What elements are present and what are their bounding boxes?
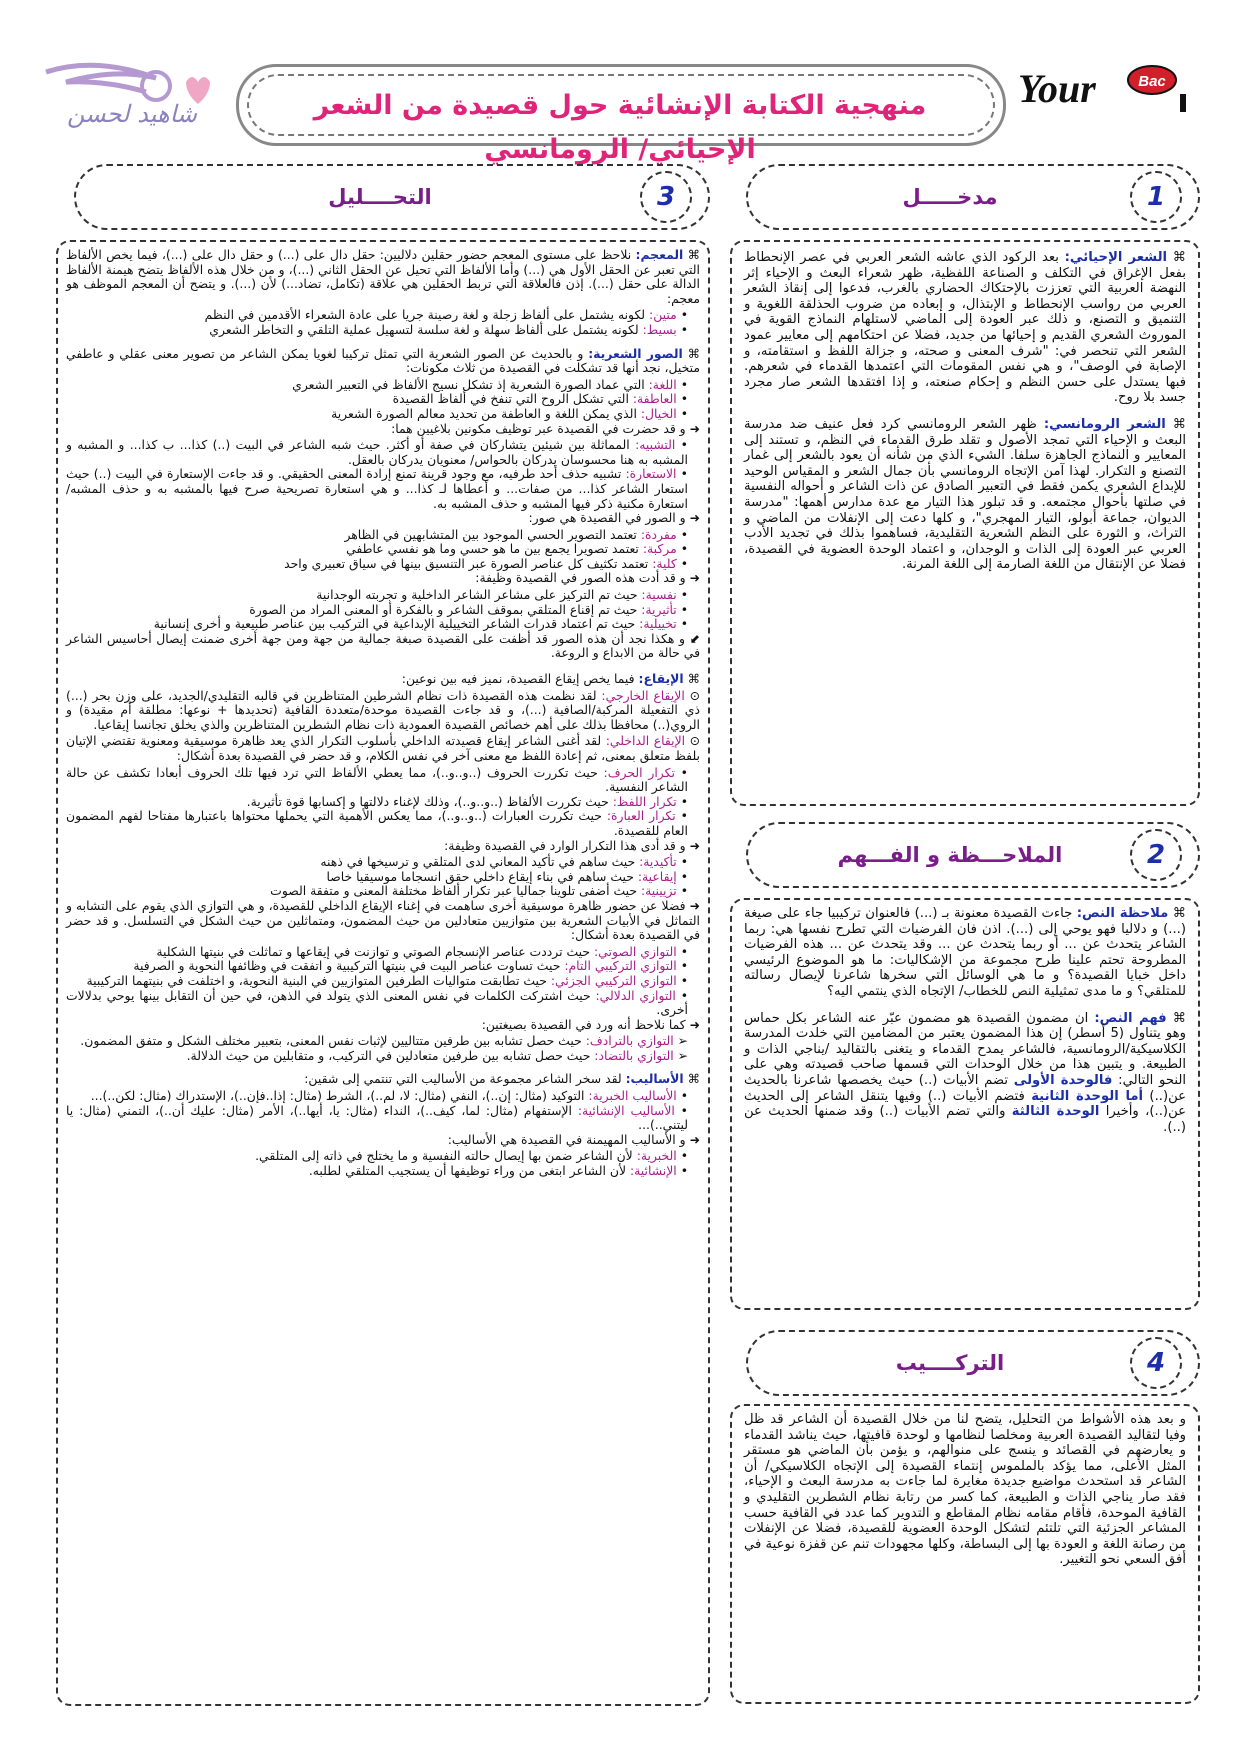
rhetoric-value: تشبيه حذف أحد طرفيه، مع وجود قرينة تمنع إرادة المعنى الحقيقي. و قد جاءت الإستعارة في البيت (..) حيث استعار الشاعر كذا... من صفات... و أعطاها لـ كذا... و هي استعارة تصريحية صرح فيها بالمشبه به و حذف المشبه/ استعارة مكنية ذكر فيها المشبه و حذف المشبه به.: [66, 466, 688, 511]
external-rhythm: ⊙ الإيقاع الخارجي: لقد نظمت هذه القصيدة ذات نظام الشرطين المتناظرين في قالبه التقليدي/الجديد، على وزن بحر (...) ذي التفعيلة المركبة/الصافية (...)، و قد جاءت القصيدة موحدة/متعددة القافية (تحديدها + نوعها: مطلقة أم مقيدة) و الروي(..) محافظا بذلك على أهم خصائص القصيدة العمودية ذات نظام الشطرين المتناظرين والذي يخلق تجانسا إيقاعيا.: [66, 687, 700, 732]
dominant-style-value: لأن الشاعر ابتغى من وراء توظيفها أن يستجيب المتلقي لطلبه.: [308, 1163, 630, 1179]
repetition-function-key: تزيينية:: [640, 883, 677, 899]
logo-bac-text: Bac: [1138, 73, 1166, 90]
term-external-rhythm: الإيقاع الخارجي:: [601, 687, 685, 703]
parallelism-value: حيث تساوت عناصر البيت في بنيتها التركيبية و اتفقت في وظائفها النحوية و الصرفية: [133, 958, 565, 974]
images-component: • الخيال: الذي يمكن اللغة و العاطفة من تحديد معالم الصورة الشعرية: [331, 405, 688, 421]
page-title: منهجية الكتابة الإنشائية حول قصيدة من الشعر الإحيائي/ الرومانسي: [313, 90, 927, 165]
images-note-2-text: و الصور في القصيدة هي صور:: [528, 510, 686, 526]
observation-p2a: ان مضمون القصيدة هو مضمون عبّر عنه الشاعر بكل حماس وهو يتناول (5 أسطر) إن هذا المضمون يعتبر من المضامين التي خلدت المدرسة الكلاسيكية/الرومانسية، فالشاعر يمدح القدماء و يتغنى بالتقاليد /يناجي الذات و الطبيعة. و يتبين هذا من خلال الوحدات التي قسمها صاحب قصيدته وهي على النحو التالي:: [744, 1010, 1187, 1088]
style-item: • الأساليب الإنشائية: الإستفهام (مثال: لما، كيف..)، النداء (مثال: يا، أيها..)، الأمر (مثال: عليك أن..)، التمني (مثال: يا ليتني..)...: [66, 1102, 688, 1133]
section-1-number: 1: [1130, 171, 1182, 223]
dominant-style-value: لأن الشاعر ضمن بها إيصال حالته النفسية و ما يختلج في ذاته إلى المتلقي.: [255, 1148, 637, 1164]
intro-p2: ⌘ الشعر الرومانسي: ظهر الشعر الرومانسي كرد فعل عنيف ضد مدرسة البعث و الإحياء التي تمجد الأصول و تقلد طرق القدماء في النظم، و تستند إلى المعايير و النماذج الجاهزة سلفا. الشيء الذي من شأنه أن يعود بالشعر إلى غمار التصنع و التكرار. لهذا آمن الإتجاه الرومانسي بأن جمال الشعر و المقياس الوحيد للإبداع الشعري يكمن فقط في التعبير الصادق عن ذات الشاعر و أحواله النفسية في صلتها بأحوال مجتمعه. و قد تبلور هذا التيار مع عدة مدارس أهمها: "مدرسة الديوان، جماعة أبولو، التيار المهجري"، و كلها دعت إلى الإنفلات من الماضي و التراث، و الثورة على النظم الشعرية التقليدية، فساهموا بذلك في تجديد الأدب العربي عبر العودة إلى الذات و الوجدان، و اعتماد الوحدة العضوية في القصيدة، فضلا عن الإنتقال من اللغة الصارمة إلى اللغة المرنة.: [744, 416, 1186, 573]
image-function-key: نفسية:: [641, 587, 677, 603]
repetition-value: حيث تكررت العبارات (..و..و..)، مما يعكس الأهمية التي يحملها محتواها باعتبارها مفتاحا لفهم المضمون العام للقصيدة.: [66, 808, 688, 838]
repetition-value: حيث تكررت الحروف (..و..و..)، مما يعطي الألفاظ التي ترد فيها تلك الحروف أبعادا تكشف عن حالة الشاعر النفسية.: [66, 764, 688, 795]
image-type-key: مركبة:: [642, 541, 677, 557]
rhetoric-key: التشبيه:: [635, 437, 676, 453]
style-item: • الأساليب الخبرية: التوكيد (مثال: إن..)، النفي (مثال: لا، لم..)، الشرط (مثال: إذا..فإن..)، الإستدراك (مثال: لكن..)...: [90, 1088, 688, 1104]
repetition-function-value: حيث ساهم في بناء إيقاع داخلي حقق انسجاما موسيقيا خاصا: [326, 868, 638, 884]
images-note-3-text: و قد أدت هذه الصور في القصيدة وظيفة:: [475, 570, 686, 586]
parallelism-value: حيث اشتركت الكلمات في نفس المعنى الذي يتولد في الذهن، في حين أن التقابل بينها يوحي بدلالات أخرى.: [66, 987, 688, 1018]
section-1-title: مدخـــــل: [902, 185, 998, 209]
logo-pen-icon: [1180, 94, 1186, 112]
style-value: التوكيد (مثال: إن..)، النفي (مثال: لا، لم..)، الشرط (مثال: إذا..فإن..)، الإستدراك (مثال: لكن..)...: [90, 1088, 589, 1104]
parallelism-form-value: حيث حصل تشابه بين طرفين متعادلين في التركيب، و متقابلين من حيث الدلالة.: [186, 1047, 595, 1063]
section-4-number: 4: [1130, 1337, 1182, 1389]
analysis-text: [66, 248, 700, 1698]
images-component: • اللغة: التي عماد الصورة الشعرية إذ تشكل نسيج الألفاظ في التعبير الشعري: [292, 376, 688, 392]
intro-p1-text: بعد الركود الذي عاشه الشعر العربي في عصر الإنحطاط بفعل الإغراق في التكلف و الصناعة اللفظية، ظهر شعراء البعث و الإحياء إثر النهضة العربية التي تعززت بالإحتكاك الحضاري بالغرب، فدعوا إلى إنقاذ الشعر العربي من رواسب الإنحطاط و الإبتذال، و إبعاده من ضروب الحذلقة اللغوية و التنميق و التصنع، و ذلك عبر العودة إلى الماضي لاستلهام النماذج القوية في الموروث الشعري القديم و إحيائها من جديد، فضلا عن احتكامهم إلى معايير عمود الشعر التي تنحصر في: "شرف المعنى و صحته، و جزالة اللفظ و استقامته، و الإصابة في الوصف"، و هي نفس المقومات التي اعتمدها القدماء في شعرهم. فبها يستدل على حسن النظم و إحكام صنعته، و إذا افتقدها الشعر صار مجرد جسد بلا روح.: [744, 250, 1186, 406]
lexicon-item-key: متين:: [649, 307, 677, 323]
parallelism-note: ➜ كما نلاحظ أنه ورد في القصيدة بصيغتين:: [481, 1016, 700, 1032]
parallelism-note-text: كما نلاحظ أنه ورد في القصيدة بصيغتين:: [481, 1016, 686, 1032]
repetition-key: تكرار العبارة:: [606, 808, 676, 824]
image-function-value: حيث تم إقناع المتلقي بموقف الشاعر و بالفكرة أو المعنى المراد من الصورة: [249, 601, 642, 617]
section-4-title: التركــــيب: [895, 1351, 1005, 1375]
term-internal-rhythm: الإيقاع الداخلي:: [605, 733, 686, 749]
logo-your-text: Your: [1018, 66, 1096, 111]
image-type: • مركبة: تعتمد تصويرا يجمع بين ما هو حسي وما هو نفسي عاطفي: [346, 541, 688, 557]
page-header: [0, 0, 1240, 165]
image-function-value: حيث تم اعتماد قدرات الشاعر التخييلية الإبداعية في التركيب بين عناصر طبيعية و أخرى إنسانية: [153, 616, 640, 632]
image-type: • كلية: تعتمد تكثيف كل عناصر الصورة عبر التنسيق بينها في سياق تعبيري واحد: [284, 555, 688, 571]
images-note-3: ➜ و قد أدت هذه الصور في القصيدة وظيفة:: [475, 570, 700, 586]
section-2-title: الملاحـــظة و الفـــهم: [837, 843, 1063, 867]
image-type-key: مفردة:: [640, 526, 677, 542]
component-value: التي عماد الصورة الشعرية إذ تشكل نسيج الألفاظ في التعبير الشعري: [292, 376, 649, 392]
lexicon-item: • متين: لكونه يشتمل على ألفاظ زجلة و لغة رصينة جريا على عادة الشعراء الأقدمين في النظم: [204, 307, 688, 323]
term-observation: ملاحظة النص:: [1076, 906, 1169, 921]
term-romantic: الشعر الرومانسي:: [1043, 416, 1166, 432]
image-function: • تخييلية: حيث تم اعتماد قدرات الشاعر التخييلية الإبداعية في التركيب بين عناصر طبيعية و أخرى إنسانية: [153, 616, 688, 632]
images-conclusion: ⬋ و هكذا نجد أن هذه الصور قد أظفت على القصيدة صبغة جمالية من جهة ومن جهة أخرى ضمنت إيصال أحاسيس الشاعر في حالة من الابداع و الروعة.: [66, 630, 700, 661]
term-ihyai: الشعر الإحيائي:: [1064, 250, 1168, 265]
style-value: الإستفهام (مثال: لما، كيف..)، النداء (مثال: يا، أيها..)، الأمر (مثال: عليك أن..)، التمني (مثال: يا ليتني..)...: [66, 1102, 688, 1133]
lexicon-item-key: بسيط:: [642, 321, 677, 337]
repetition-function-value: حيث أضفى تلوينا جماليا عبر تكرار ألفاظ مختلفة المعنى و متفقة الصوت: [270, 883, 641, 899]
rhetoric-value: المماثلة بين شيئين يتشاركان في صفة أو أكثر. حيث شبه الشاعر في البيت (..) كذا... ب كذا... و المشبه و المشبه به هنا محسوسان يدركان بالحواس/ معنويان يدركان بالعقل.: [66, 437, 688, 467]
rhetoric-item: • التشبيه: المماثلة بين شيئين يتشاركان في صفة أو أكثر. حيث شبه الشاعر في البيت (..) كذا... ب كذا... و المشبه و المشبه به هنا محسوسان يدركان بالحواس/ معنويان يدركان بالعقل.: [66, 437, 688, 467]
image-function: • تأثيرية: حيث تم إقناع المتلقي بموقف الشاعر و بالفكرة أو المعنى المراد من الصورة: [249, 601, 688, 617]
parallelism-key: التوازي الدلالي:: [595, 987, 676, 1003]
image-function: • نفسية: حيث تم التركيز على مشاعر الشاعر الداخلية و تجربته الوجدانية: [316, 587, 688, 603]
intro-p2-text: ظهر الشعر الرومانسي كرد فعل عنيف ضد مدرسة البعث و الإحياء التي تمجد الأصول و تقلد طرق القدماء في النظم، و تستند إلى المعايير و النماذج الجاهزة سلفا. الشيء الذي من شأنه أن يعود بالشعر إلى غمار التصنع و التكرار. لهذا آمن الإتجاه الرومانسي بأن جمال الشعر و المقياس الوحيد للإبداع الشعري يكمن فقط في التعبير الصادق عن ذات الشاعر و أحواله النفسية في صلتها بأحوال مجتمعه. و قد تبلور هذا التيار مع عدة مدارس أهمها: "مدرسة الديوان، جماعة أبولو، التيار المهجري"، و كلها دعت إلى الإنفلات من الماضي و التراث، و الثورة على النظم الشعرية التقليدية، فساهموا بذلك في تجديد الأدب العربي عبر العودة إلى الذات و الوجدان، و اعتماد الوحدة العضوية في القصيدة، فضلا عن الإنتقال من اللغة الصارمة إلى اللغة المرنة.: [744, 416, 1186, 573]
lexicon-item-value: لكونه يشتمل على ألفاظ سهلة و لغة سلسة لتسهيل عملية التلقي و التخاطر الشعري: [209, 321, 643, 337]
parallelism-value: حيث تطابقت متواليات الطرفين المتوازيين في البنية النحوية، و اختلفت في بنيتهما التركيبية: [86, 972, 551, 988]
rhythm-text: فيما يخص إيقاع القصيدة، نميز فيه بين نوعين:: [401, 671, 639, 687]
parallelism-intro: ➜ فضلا عن حضور ظاهرة موسيقية أخرى ساهمت في إغناء الإيقاع الداخلي للقصيدة، و هي التوازي الذي يقوم على التشابه و التماثل في الأبيات الشعرية بين متوازيين متعادلين من حيث المضمون، ومتماثلين من حيث الشكل في التسلسل. و قد حضر في القصيدة بعدة أشكال:: [66, 897, 700, 943]
component-value: التي تشكل الروح التي تنفخ في ألفاظ القصيدة: [392, 391, 633, 407]
synthesis-paragraph: و بعد هذه الأشواط من التحليل، يتضح لنا من خلال القصيدة أن الشاعر قد ظل وفيا لتقاليد القصيدة العربية ومخلصا لنظامها و لوحدة قافيتها، حيث يناشد القدماء و يعارضهم في القصائد و ينسج على منوالهم، و يؤمن بأن الماضي هو مستقر المثل الأعلى، مما يؤكد بالملموس إنتماء القصيدة إلى الإتجاه الكلاسيكي/ أن الشاعر قد استحدث مواضيع جديدة مغايرة لما جاءت به مدرسة البعث و الإحياء، فقد صار يناجي الذات و الطبيعة، كما كسر من رتابة نظام الشطرين التقليدي و القافية الموحدة، فأقام مقامه نظام المقاطع و التدوير كما عدد في القافية حسب المشاعر الجزئية التي تلتئم لتشكل الوحدة العضوية للقصيدة، فضلا عن الإنفلات من رصانة اللغة و العودة بها إلى البساطة، وكلها مجهودات تنم عن قفزة نوعية في أفق السعي نحو التغيير.: [744, 1412, 1186, 1568]
repetition-key: تكرار الحرف:: [603, 764, 675, 780]
internal-rhythm-text: لقد أغنى الشاعر إيقاع قصيدته الداخلي بأسلوب التكرار الذي يعد ظاهرة موسيقية ومعنوية تقتضي الإتيان بلفظ متعلق بمعنى، ثم إعادة اللفظ مع معنى آخر في نفس الكلام، و قد حضر في القصيدة بعدة أشكال:: [66, 733, 700, 763]
intro-text: [744, 250, 1186, 790]
external-rhythm-text: لقد نظمت هذه القصيدة ذات نظام الشرطين المتناظرين في قالبه التقليدي/الجديد، على وزن بحر (...) ذي التفعيلة المركبة/الصافية (...)، و قد جاءت القصيدة موحدة/متعددة القافية (تحديدها + نوعها: مطلقة أم مقيدة) و الروي(..) محافظا بذلك على أهم خصائص القصيدة العمودية ذات نظام الشطرين المتناظرين والذي يخلق تجانسا إيقاعيا.: [66, 687, 700, 732]
repetition-function-value: حيث ساهم في تأكيد المعاني لدى المتلقي و ترسيخها في ذهنه: [320, 854, 640, 870]
image-type-value: تعتمد تكثيف كل عناصر الصورة عبر التنسيق بينها في سياق تعبيري واحد: [284, 555, 653, 571]
unit-3: الوحدة الثالثة: [1011, 1104, 1100, 1120]
component-key: اللغة:: [648, 376, 677, 392]
signature-logo: [36, 60, 232, 130]
repetition-value: حيث تكررت الألفاظ (..و..و..)، وذلك لإغناء دلالتها و إكسابها قوة تأثيرية.: [246, 793, 613, 809]
term-understanding: فهم النص:: [1094, 1010, 1167, 1026]
section-3-number: 3: [640, 171, 692, 223]
parallelism-form-key: التوازي بالترادف:: [585, 1033, 674, 1049]
synthesis-text: [744, 1412, 1186, 1698]
repetition-item: • تكرار العبارة: حيث تكررت العبارات (..و..و..)، مما يعكس الأهمية التي يحملها محتواها باعتبارها مفتاحا لفهم المضمون العام للقصيدة.: [66, 808, 688, 838]
observation-p2b: تضم الأبيات (..) حيث يخصصها شاعرنا بالحديث عن(..): [744, 1072, 1187, 1104]
repetition-key: تكرار اللفظ:: [612, 793, 677, 809]
image-function-value: حيث تم التركيز على مشاعر الشاعر الداخلية و تجربته الوجدانية: [316, 587, 642, 603]
styles-block: ⌘ الأساليب: لقد سخر الشاعر مجموعة من الأساليب التي تنتمي إلى شقين:: [304, 1071, 700, 1087]
repetition-function: • تزيينية: حيث أضفى تلوينا جماليا عبر تكرار ألفاظ مختلفة المعنى و متفقة الصوت: [270, 883, 688, 899]
rhythm-block: ⌘ الإيقاع: فيما يخص إيقاع القصيدة، نميز فيه بين نوعين:: [401, 671, 700, 687]
parallelism-key: التوازي التركيبي الجزئي:: [550, 972, 677, 988]
styles-note: ➜ و الأساليب المهيمنة في القصيدة هي الأساليب:: [447, 1131, 700, 1147]
component-key: العاطفة:: [632, 391, 677, 407]
dominant-style-key: الإنشائية:: [629, 1163, 677, 1179]
parallelism-item: • التوازي التركيبي الجزئي: حيث تطابقت متواليات الطرفين المتوازيين في البنية النحوية، و اختلفت في بنيتهما التركيبية: [86, 972, 688, 988]
component-value: الذي يمكن اللغة و العاطفة من تحديد معالم الصورة الشعرية: [331, 405, 641, 421]
parallelism-item: • التوازي الصوتي: حيث ترددت عناصر الإنسجام الصوتي و توازنت في إيقاعها و تماثلت في بنيتها الشكلية: [156, 943, 688, 959]
parallelism-key: التوازي الصوتي:: [594, 943, 677, 959]
lexicon-item: • بسيط: لكونه يشتمل على ألفاظ سهلة و لغة سلسة لتسهيل عملية التلقي و التخاطر الشعري: [209, 321, 688, 337]
style-key: الأساليب الإنشائية:: [577, 1102, 675, 1118]
observation-p2d: والتي تضم الأبيات (..) وقد ضمنها الحديث عن (..).: [744, 1104, 1186, 1135]
images-note-1: ➜ و قد حضرت في القصيدة عبر توظيف مكونين بلاغيين هما:: [391, 420, 700, 436]
signature-text: شاهيد لحسن: [66, 100, 198, 128]
parallelism-form: ➢ التوازي بالترادف: حيث حصل تشابه بين طرفين متتاليين لإثبات نفس المعنى، بتعبير مختلف الشكل و متفق المضمون.: [80, 1033, 688, 1049]
images-note-2: ➜ و الصور في القصيدة هي صور:: [528, 510, 700, 526]
lexicon-text: نلاحظ على مستوى المعجم حضور حقلين دلاليين: حقل دال على (...) و حقل دال على (...)، فيما يخص الألفاظ التي تعبر عن الحقل الأول هي (...) وأما الألفاظ التي تحيل عن الحقل الثاني (...)، و من خلال هذه الألفاظ يتضح هيمنة الألفاظ الدالة على حقل (...). إذن فالعلاقة التي تربط الحقلين هي علاقة (تكامل، تضاد...) لأن (...). و يتضح أن المعجم الموظف هو معجم:: [66, 247, 700, 306]
dominant-style-key: الخبرية:: [636, 1148, 677, 1164]
images-block: ⌘ الصور الشعرية: و بالحديث عن الصور الشعرية التي تمثل تركيبا لغويا يمكن الشاعر من تصوير معنى عقلي و عاطفي متخيل، نجد أنها قد تشكلت في القصيدة من ثلاث مكونات:: [66, 345, 701, 376]
repetition-function-key: إيقاعية:: [637, 868, 677, 884]
image-type: • مفردة: تعتمد التصوير الحسي الموجود بين المتشابهين في الظاهر: [344, 526, 688, 542]
rhetoric-item: • الاستعارة: تشبيه حذف أحد طرفيه، مع وجود قرينة تمنع إرادة المعنى الحقيقي. و قد جاءت الإستعارة في البيت (..) حيث استعار الشاعر كذا... من صفات... و أعطاها لـ كذا... و هي استعارة تصريحية صرح فيها بالمشبه به و حذف المشبه/ استعارة مكنية ذكر فيها المشبه و حذف المشبه به.: [66, 466, 688, 511]
repetition-function: • إيقاعية: حيث ساهم في بناء إيقاع داخلي حقق انسجاما موسيقيا خاصا: [326, 868, 688, 884]
observation-p1-text: جاءت القصيدة معنونة بـ (...) فالعنوان تركيبيا جاء على صيغة (...) و دلاليا فهو يوحي إلى (...). اذن فان الفرضيات التي تطرح نفسها هي: ربما الشاعر يتحدث عن ... أو ربما يتحدث عن ... وقد يتحدث عن ... هذه الفرضيات المطروحة تحتم علينا طرح مجموعة من الإشكاليات: ما هو الموضوع الرئيسي داخل خبايا القصيدة؟ و ما هي الوسائل التي سخرها شاعرنا لإيصال رسالته للمتلقي؟ و ما مدى تمثيلية النص للخطاب/ الإتجاه الذي ينتمي اليه؟: [744, 906, 1186, 999]
repetition-item: • تكرار الحرف: حيث تكررت الحروف (..و..و..)، مما يعطي الألفاظ التي ترد فيها تلك الحروف أبعادا تكشف عن حالة الشاعر النفسية.: [66, 764, 688, 795]
parallelism-intro-text: فضلا عن حضور ظاهرة موسيقية أخرى ساهمت في إغناء الإيقاع الداخلي للقصيدة، و هي التوازي الذي يقوم على التشابه و التماثل في الأبيات الشعرية بين متوازيين متعادلين من حيث المضمون، ومتماثلين من حيث الشكل في التسلسل. و قد حضر في القصيدة بعدة أشكال:: [66, 897, 700, 943]
image-function-key: تأثيرية:: [641, 601, 677, 617]
unit-1: فالوحدة الأولى: [1013, 1072, 1113, 1088]
yourbac-logo: [1010, 58, 1200, 118]
repetition-function-key: تأكيدية:: [639, 854, 677, 870]
component-key: الخيال:: [640, 405, 677, 421]
lexicon-item-value: لكونه يشتمل على ألفاظ زجلة و لغة رصينة جريا على عادة الشعراء الأقدمين في النظم: [204, 307, 650, 323]
image-function-key: تخييلية:: [639, 616, 677, 632]
image-type-value: تعتمد تصويرا يجمع بين ما هو حسي وما هو نفسي عاطفي: [346, 541, 643, 557]
styles-note-text: و الأساليب المهيمنة في القصيدة هي الأساليب:: [447, 1131, 686, 1147]
dominant-style: • الإنشائية: لأن الشاعر ابتغى من وراء توظيفها أن يستجيب المتلقي لطلبه.: [308, 1163, 688, 1179]
intro-p1: ⌘ الشعر الإحيائي: بعد الركود الذي عاشه الشعر العربي في عصر الإنحطاط بفعل الإغراق في التكلف و الصناعة اللفظية، ظهر شعراء البعث و الإحياء إثر النهضة العربية التي تعززت بالإحتكاك الحضاري بالغرب، فدعوا إلى إنقاذ الشعر العربي من رواسب الإنحطاط و الإبتذال، و إبعاده من ضروب الحذلقة اللغوية و التنميق و التصنع، و ذلك عبر العودة إلى الماضي لاستلهام النماذج القوية في الموروث الشعري القديم و إحيائها من جديد، فضلا عن احتكامهم إلى معايير عمود الشعر التي تنحصر في: "شرف المعنى و صحته، و جزالة اللفظ و استقامته، و الإصابة في الوصف"، و هي نفس المقومات التي اعتمدها القدماء في شعرهم. فبها يستدل على حسن النظم و إحكام صنعته، و إذا افتقدها الشعر صار مجرد جسد بلا روح.: [744, 250, 1186, 406]
images-conclusion-text: و هكذا نجد أن هذه الصور قد أظفت على القصيدة صبغة جمالية من جهة ومن جهة أخرى ضمنت إيصال أحاسيس الشاعر في حالة من الابداع و الروعة.: [66, 630, 700, 661]
observation-p1: ⌘ ملاحظة النص: جاءت القصيدة معنونة بـ (...) فالعنوان تركيبيا جاء على صيغة (...) و دلاليا فهو يوحي إلى (...). اذن فان الفرضيات التي تطرح نفسها هي: ربما الشاعر يتحدث عن ... أو ربما يتحدث عن ... وقد يتحدث عن ... هذه الفرضيات المطروحة تحتم علينا طرح مجموعة من الإشكاليات: ما هو الموضوع الرئيسي داخل خبايا القصيدة؟ و ما هي الوسائل التي سخرها شاعرنا لإيصال رسالته للمتلقي؟ و ما مدى تمثيلية النص للخطاب/ الإتجاه الذي ينتمي اليه؟: [744, 906, 1186, 999]
parallelism-key: التوازي التركيبي التام:: [564, 958, 677, 974]
parallelism-item: • التوازي الدلالي: حيث اشتركت الكلمات في نفس المعنى الذي يتولد في الذهن، في حين أن التقابل بينها يوحي بدلالات أخرى.: [66, 987, 688, 1018]
internal-rhythm: ⊙ الإيقاع الداخلي: لقد أغنى الشاعر إيقاع قصيدته الداخلي بأسلوب التكرار الذي يعد ظاهرة موسيقية ومعنوية تقتضي الإتيان بلفظ متعلق بمعنى، ثم إعادة اللفظ مع معنى آخر في نفس الكلام، و قد حضر في القصيدة بعدة أشكال:: [66, 733, 701, 763]
images-text: و بالحديث عن الصور الشعرية التي تمثل تركيبا لغويا يمكن الشاعر من تصوير معنى عقلي و عاطفي متخيل، نجد أنها قد تشكلت في القصيدة من ثلاث مكونات:: [66, 345, 700, 376]
observation-text: [744, 906, 1186, 1302]
section-2-number: 2: [1130, 829, 1182, 881]
parallelism-form-key: التوازي بالتضاد:: [594, 1047, 674, 1063]
rhetoric-key: الاستعارة:: [625, 466, 677, 482]
image-type-value: تعتمد التصوير الحسي الموجود بين المتشابهين في الظاهر: [344, 526, 641, 542]
term-rhythm: الإيقاع:: [638, 671, 684, 687]
parallelism-form: ➢ التوازي بالتضاد: حيث حصل تشابه بين طرفين متعادلين في التركيب، و متقابلين من حيث الدلالة.: [186, 1047, 688, 1063]
term-styles: الأساليب:: [625, 1071, 684, 1087]
styles-text: لقد سخر الشاعر مجموعة من الأساليب التي تنتمي إلى شقين:: [304, 1071, 626, 1087]
signature-swirl-icon: [46, 65, 156, 92]
parallelism-form-value: حيث حصل تشابه بين طرفين متتاليين لإثبات نفس المعنى، بتعبير مختلف الشكل و متفق المضمون.: [80, 1033, 586, 1049]
section-3-title: التحــــليل: [328, 185, 432, 209]
images-component: • العاطفة: التي تشكل الروح التي تنفخ في ألفاظ القصيدة: [392, 391, 688, 407]
lexicon-block: ⌘ المعجم: نلاحظ على مستوى المعجم حضور حقلين دلاليين: حقل دال على (...) و حقل دال على (...)، فيما يخص الألفاظ التي تعبر عن الحقل الأول هي (...) وأما الألفاظ التي تحيل عن الحقل الثاني (...)، و من خلال هذه الألفاظ يتضح هيمنة الألفاظ الدالة على حقل (...). إذن فالعلاقة التي تربط الحقلين هي علاقة (تكامل، تضاد...) لأن (...). و يتضح أن المعجم الموظف هو معجم:: [66, 247, 700, 306]
style-key: الأساليب الخبرية:: [588, 1088, 677, 1104]
repetition-item: • تكرار اللفظ: حيث تكررت الألفاظ (..و..و..)، وذلك لإغناء دلالتها و إكسابها قوة تأثيرية.: [246, 793, 688, 809]
term-lexicon: المعجم:: [635, 247, 684, 262]
unit-2: أما الوحدة الثانية: [1031, 1088, 1144, 1104]
image-type-key: كلية:: [652, 555, 677, 571]
repetition-function: • تأكيدية: حيث ساهم في تأكيد المعاني لدى المتلقي و ترسيخها في ذهنه: [320, 854, 688, 870]
images-note-1-text: و قد حضرت في القصيدة عبر توظيف مكونين بلاغيين هما:: [391, 420, 686, 436]
repetition-note-text: و قد أدى هذا التكرار الوارد في القصيدة وظيفة:: [444, 837, 686, 853]
term-images: الصور الشعرية:: [588, 345, 683, 361]
parallelism-item: • التوازي التركيبي التام: حيث تساوت عناصر البيت في بنيتها التركيبية و اتفقت في وظائفها النحوية و الصرفية: [133, 958, 688, 974]
observation-p2: ⌘ فهم النص: ان مضمون القصيدة هو مضمون عبّر عنه الشاعر بكل حماس وهو يتناول (5 أسطر) إن هذا المضمون يعتبر من المضامين التي خلدت المدرسة الكلاسيكية/الرومانسية، فالشاعر يمدح القدماء و يتغنى بالتقاليد /يناجي الذات و الطبيعة. و يتبين هذا من خلال الوحدات التي قسمها صاحب قصيدته وهي على النحو التالي: فالوحدة الأولى تضم الأبيات (..) حيث يخصصها شاعرنا بالحديث عن(..) أما الوحدة الثانية فتضم الأبيات (..) وفيها يتنقل الشاعر إلى الحديث عن(..)، وأخيرا الوحدة الثالثة والتي تضم الأبيات (..) وقد ضمنها الحديث عن (..).: [744, 1010, 1187, 1135]
repetition-note: ➜ و قد أدى هذا التكرار الوارد في القصيدة وظيفة:: [444, 837, 700, 853]
parallelism-value: حيث ترددت عناصر الإنسجام الصوتي و توازنت في إيقاعها و تماثلت في بنيتها الشكلية: [156, 943, 594, 959]
observation-p2c: فتضم الأبيات (..) وفيها يتنقل الشاعر إلى الحديث عن(..)، وأخيرا: [744, 1088, 1186, 1120]
dominant-style: • الخبرية: لأن الشاعر ضمن بها إيصال حالته النفسية و ما يختلج في ذاته إلى المتلقي.: [255, 1148, 688, 1164]
